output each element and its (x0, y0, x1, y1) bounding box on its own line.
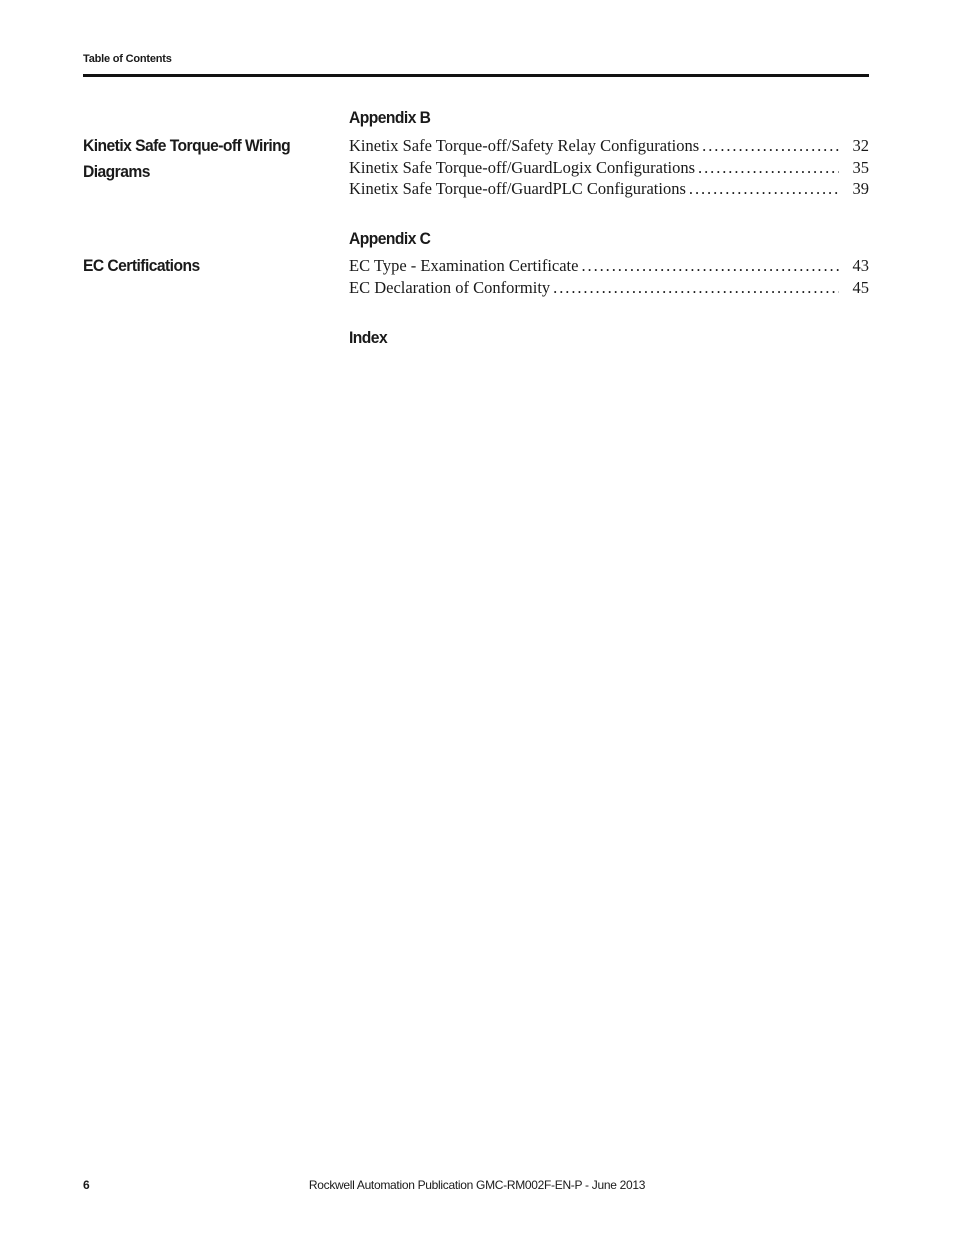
side-title: Kinetix Safe Torque-off Wiring Diagrams (83, 136, 291, 181)
appendix-heading[interactable]: Appendix B (349, 108, 431, 127)
toc-entry-page: 35 (852, 157, 869, 177)
toc-entry-page: 43 (852, 256, 869, 275)
side-title: EC Certifications (83, 256, 200, 275)
appendix-heading[interactable]: Appendix C (349, 229, 431, 248)
dot-leader (698, 158, 839, 178)
toc-entry-page: 45 (852, 277, 869, 297)
toc-entry-title: Kinetix Safe Torque-off/Safety Relay Configurations (349, 136, 700, 155)
dot-leader (581, 256, 839, 276)
toc-entry[interactable] (349, 278, 869, 300)
toc-entry[interactable] (349, 158, 869, 180)
dot-leader (553, 278, 839, 298)
footer-page-number: 6 (83, 1178, 90, 1192)
dot-leader (689, 179, 839, 199)
header-label: Table of Contents (83, 53, 172, 65)
toc-entry[interactable] (349, 136, 869, 158)
toc-entry-list (349, 256, 869, 299)
toc-entry[interactable] (349, 256, 869, 278)
dot-leader (702, 136, 839, 156)
toc-entry-title: EC Type - Examination Certificate (349, 256, 579, 275)
index-heading[interactable]: Index (349, 328, 388, 347)
header-rule (83, 74, 869, 77)
toc-entry-title: Kinetix Safe Torque-off/GuardPLC Configurations (349, 179, 686, 198)
footer-publication: Rockwell Automation Publication GMC-RM002F-EN-P - June 2013 (308, 1178, 646, 1192)
toc-entry-page: 32 (852, 136, 869, 155)
toc-entry-title: Kinetix Safe Torque-off/GuardLogix Configurations (349, 157, 696, 177)
toc-entry-title: EC Declaration of Conformity (349, 277, 551, 297)
toc-entry-page: 39 (852, 179, 869, 198)
toc-entry-list (349, 136, 869, 201)
toc-entry[interactable] (349, 179, 869, 201)
